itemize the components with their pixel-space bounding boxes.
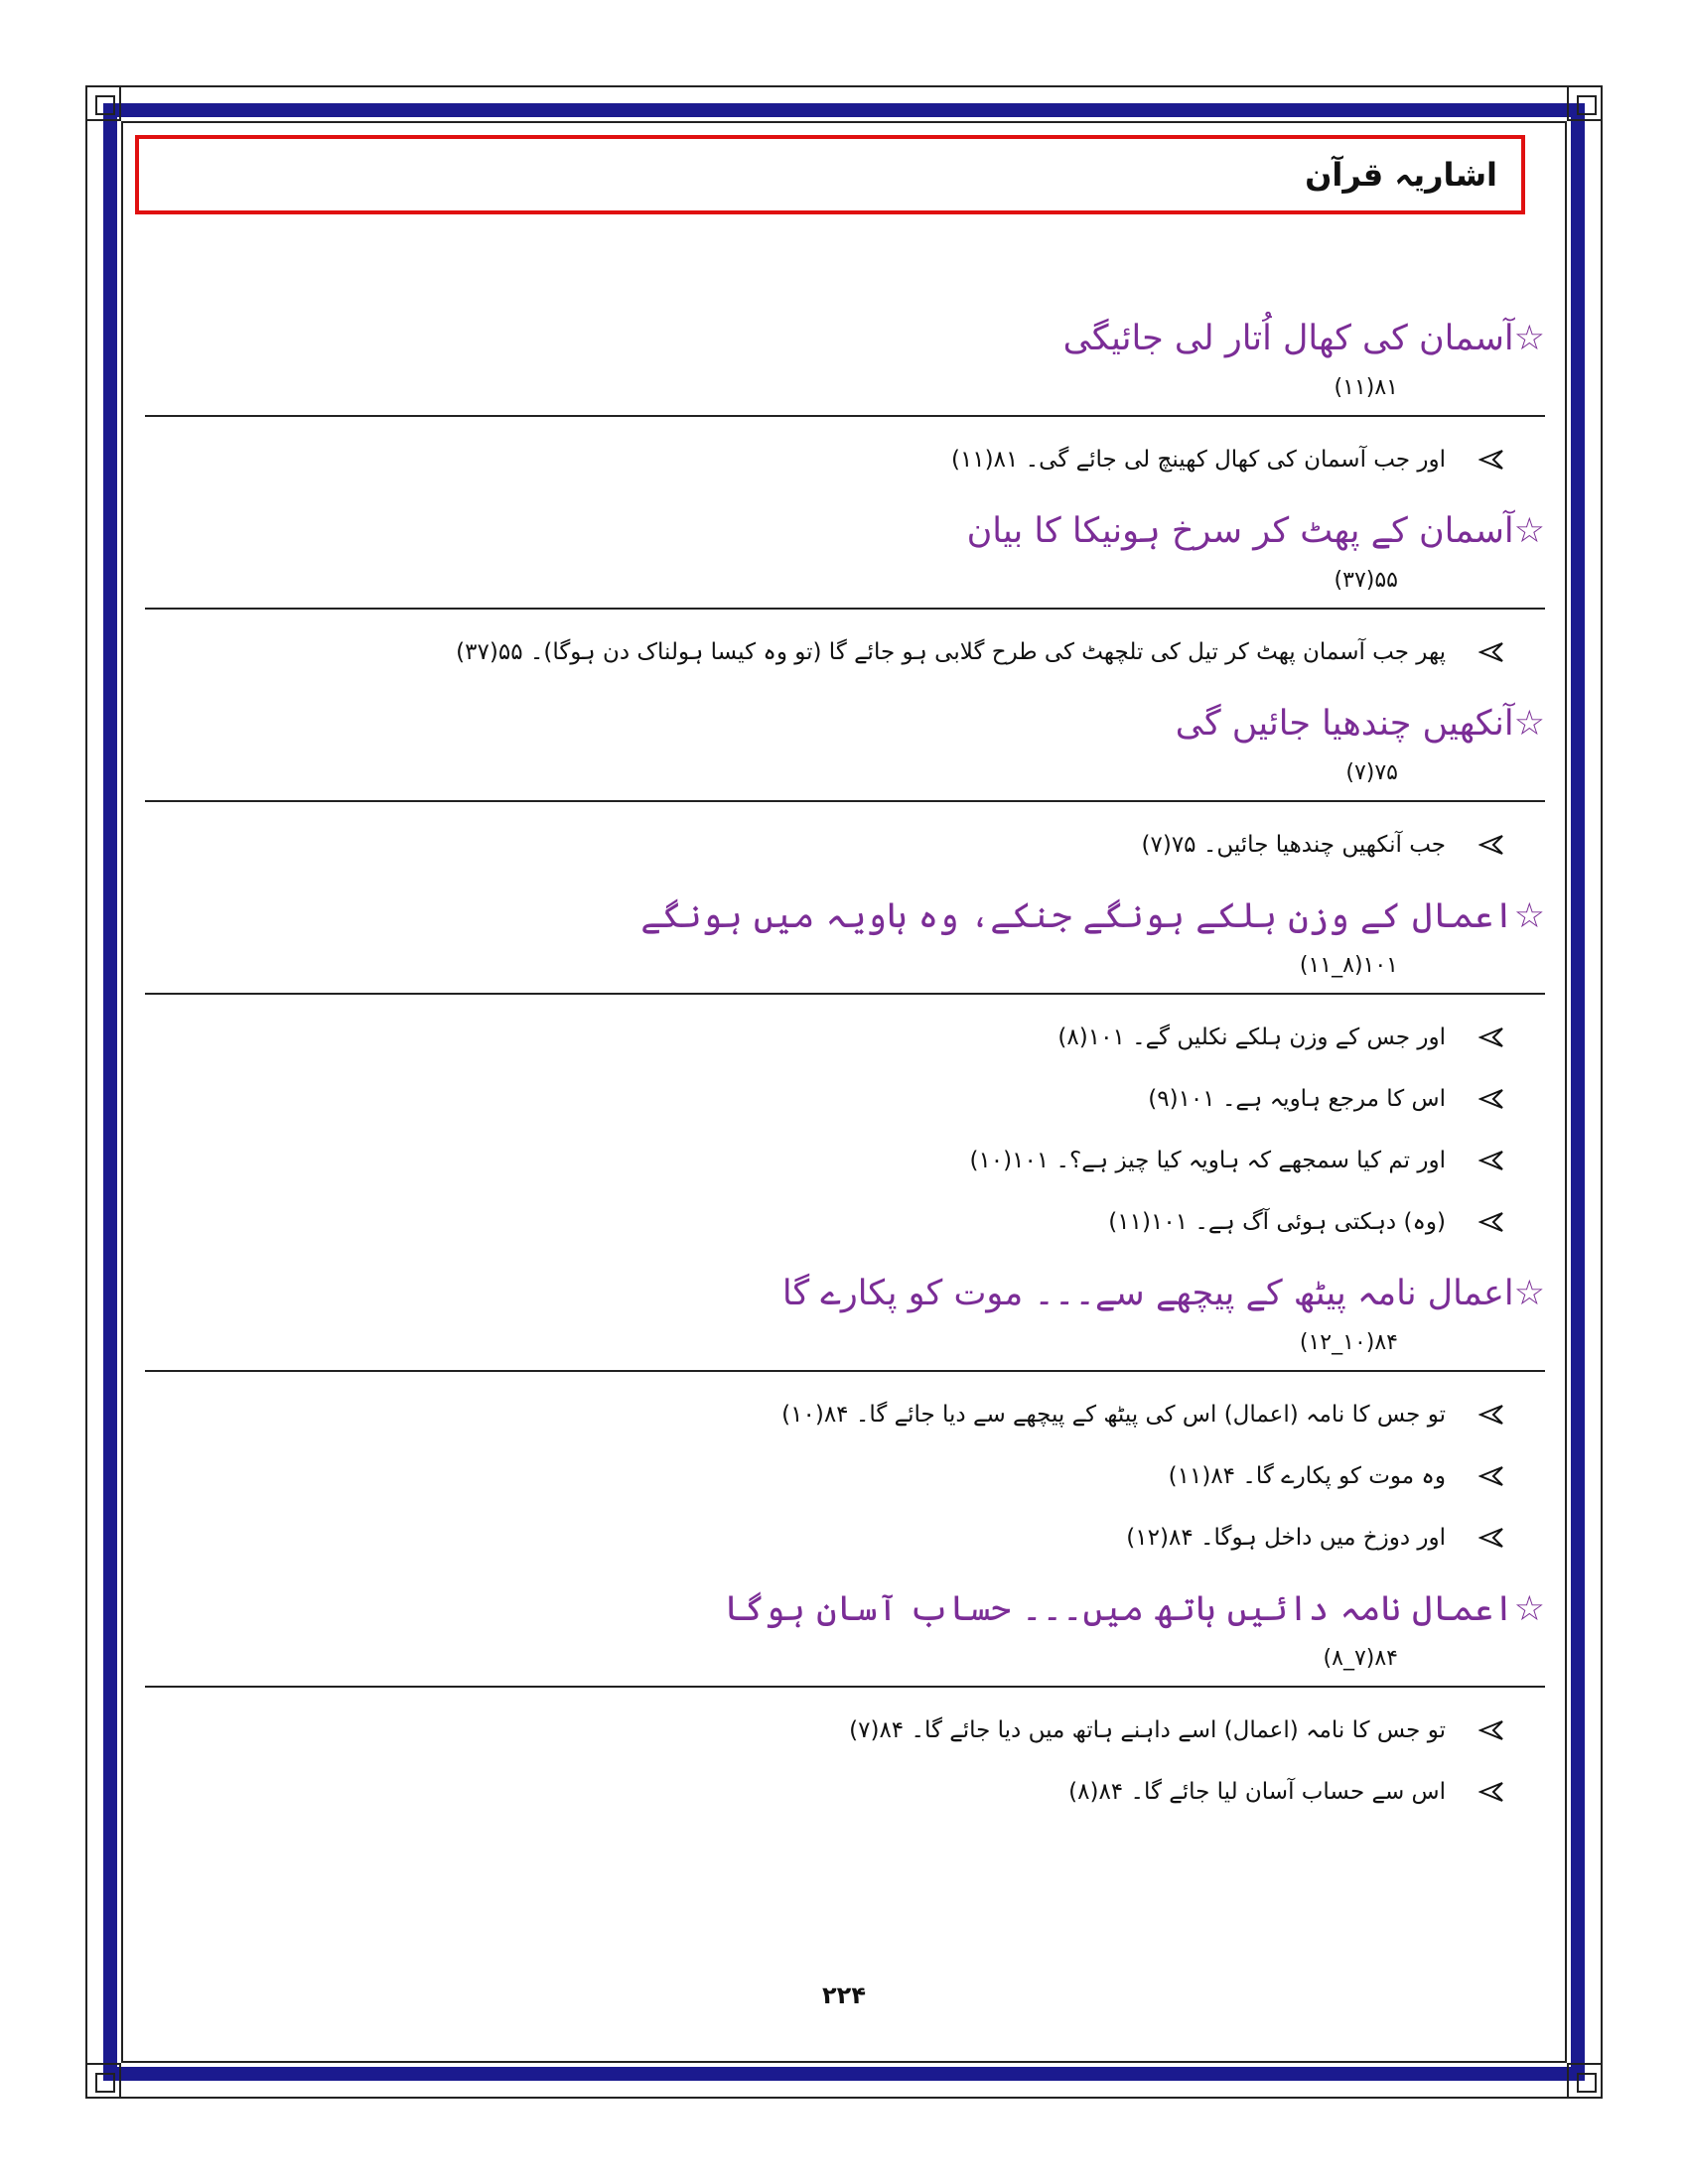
verse-item — [145, 621, 1545, 683]
index-section — [145, 1261, 1545, 1569]
verse-text: وہ موت کو پکارے گا۔ ۸۴(۱۱) — [1168, 1463, 1446, 1489]
section-reference: ۵۵(۳۷) — [1334, 568, 1398, 593]
verse-item — [145, 429, 1545, 490]
verse-list — [145, 1007, 1545, 1253]
verse-text: اور جب آسمان کی کھال کھینچ لی جائے گی۔ ۸۱(۱۱) — [950, 447, 1446, 473]
verse-text: جب آنکھیں چندھیا جائیں۔ ۷۵(۷) — [1141, 832, 1446, 858]
corner-ornament-top-left — [85, 85, 121, 121]
section-divider — [145, 608, 1545, 610]
verse-text: اور دوزخ میں داخل ہوگا۔ ۸۴(۱۲) — [1126, 1525, 1446, 1551]
verse-text: پھر جب آسمان پھٹ کر تیل کی تلچھٹ کی طرح گلابی ہو جائے گا (تو وہ کیسا ہولناک دن ہوگا)۔ ۵۵(۳۷) — [456, 639, 1446, 665]
section-reference: ۷۵(۷) — [1345, 760, 1398, 785]
verse-text: تو جس کا نامہ (اعمال) اسے داہنے ہاتھ میں دیا جائے گا۔ ۸۴(۷) — [849, 1717, 1446, 1743]
arrowhead-bullet-icon — [1477, 1524, 1505, 1552]
section-divider — [145, 800, 1545, 802]
arrowhead-bullet-icon — [1477, 831, 1505, 859]
section-divider — [145, 415, 1545, 417]
verse-item — [145, 1700, 1545, 1761]
verse-item — [145, 1384, 1545, 1445]
arrowhead-bullet-icon — [1477, 1147, 1505, 1174]
verse-list — [145, 1700, 1545, 1823]
section-title: ☆اعمال کے وزن ہلکے ہونگے جنکے، وہ ہاویہ میں ہونگے — [640, 896, 1545, 936]
section-reference: ۸۴(۱۰_۱۲) — [1299, 1330, 1398, 1355]
section-title: ☆آسمان کی کھال اُتار لی جائیگی — [1062, 319, 1545, 358]
verse-item — [145, 1068, 1545, 1130]
arrowhead-bullet-icon — [1477, 1462, 1505, 1490]
verse-list — [145, 621, 1545, 683]
verse-item — [145, 1761, 1545, 1823]
verse-text: اس کا مرجع ہاویہ ہے۔ ۱۰۱(۹) — [1148, 1086, 1446, 1112]
arrowhead-bullet-icon — [1477, 1024, 1505, 1051]
corner-ornament-top-right — [1567, 85, 1603, 121]
section-divider — [145, 993, 1545, 995]
index-section — [145, 1576, 1545, 1823]
index-section — [145, 884, 1545, 1253]
header-box — [135, 135, 1525, 214]
section-divider — [145, 1370, 1545, 1372]
arrowhead-bullet-icon — [1477, 1085, 1505, 1113]
arrowhead-bullet-icon — [1477, 446, 1505, 474]
index-section — [145, 498, 1545, 683]
arrowhead-bullet-icon — [1477, 1401, 1505, 1429]
verse-list — [145, 814, 1545, 876]
section-title: ☆آنکھیں چندھیا جائیں گی — [1175, 704, 1545, 744]
index-section — [145, 306, 1545, 490]
verse-item — [145, 1445, 1545, 1507]
corner-ornament-bottom-left — [85, 2063, 121, 2099]
section-title: ☆آسمان کے پھٹ کر سرخ ہونیکا کا بیان — [966, 511, 1545, 551]
section-reference: ۸۱(۱۱) — [1334, 375, 1398, 400]
verse-text: اور جس کے وزن ہلکے نکلیں گے۔ ۱۰۱(۸) — [1057, 1024, 1446, 1050]
page-number: ۲۲۴ — [822, 1981, 866, 2009]
corner-ornament-bottom-right — [1567, 2063, 1603, 2099]
index-content — [145, 298, 1545, 1823]
arrowhead-bullet-icon — [1477, 638, 1505, 666]
arrowhead-bullet-icon — [1477, 1778, 1505, 1806]
verse-list — [145, 1384, 1545, 1569]
verse-text: اس سے حساب آسان لیا جائے گا۔ ۸۴(۸) — [1068, 1779, 1446, 1805]
verse-item — [145, 1007, 1545, 1068]
arrowhead-bullet-icon — [1477, 1208, 1505, 1236]
index-section — [145, 691, 1545, 876]
verse-item — [145, 1191, 1545, 1253]
section-title: ☆اعمال نامہ پیٹھ کے پیچھے سے۔۔۔ موت کو پکارے گا — [781, 1274, 1545, 1313]
section-reference: ۱۰۱(۸_۱۱) — [1299, 953, 1398, 978]
verse-text: تو جس کا نامہ (اعمال) اس کی پیٹھ کے پیچھے سے دیا جائے گا۔ ۸۴(۱۰) — [781, 1402, 1446, 1428]
arrowhead-bullet-icon — [1477, 1716, 1505, 1744]
page-title: اشاریہ قرآن — [1305, 156, 1497, 194]
verse-item — [145, 814, 1545, 876]
verse-list — [145, 429, 1545, 490]
verse-text: (وہ) دہکتی ہوئی آگ ہے۔ ۱۰۱(۱۱) — [1108, 1209, 1446, 1235]
verse-item — [145, 1507, 1545, 1569]
section-reference: ۸۴(۷_۸) — [1323, 1646, 1398, 1671]
verse-text: اور تم کیا سمجھے کہ ہاویہ کیا چیز ہے؟۔ ۱۰۱(۱۰) — [969, 1148, 1446, 1173]
section-divider — [145, 1686, 1545, 1688]
section-title: ☆اعمال نامہ دائیں ہاتھ میں۔۔۔ حساب آسان ہوگا — [723, 1589, 1545, 1629]
verse-item — [145, 1130, 1545, 1191]
